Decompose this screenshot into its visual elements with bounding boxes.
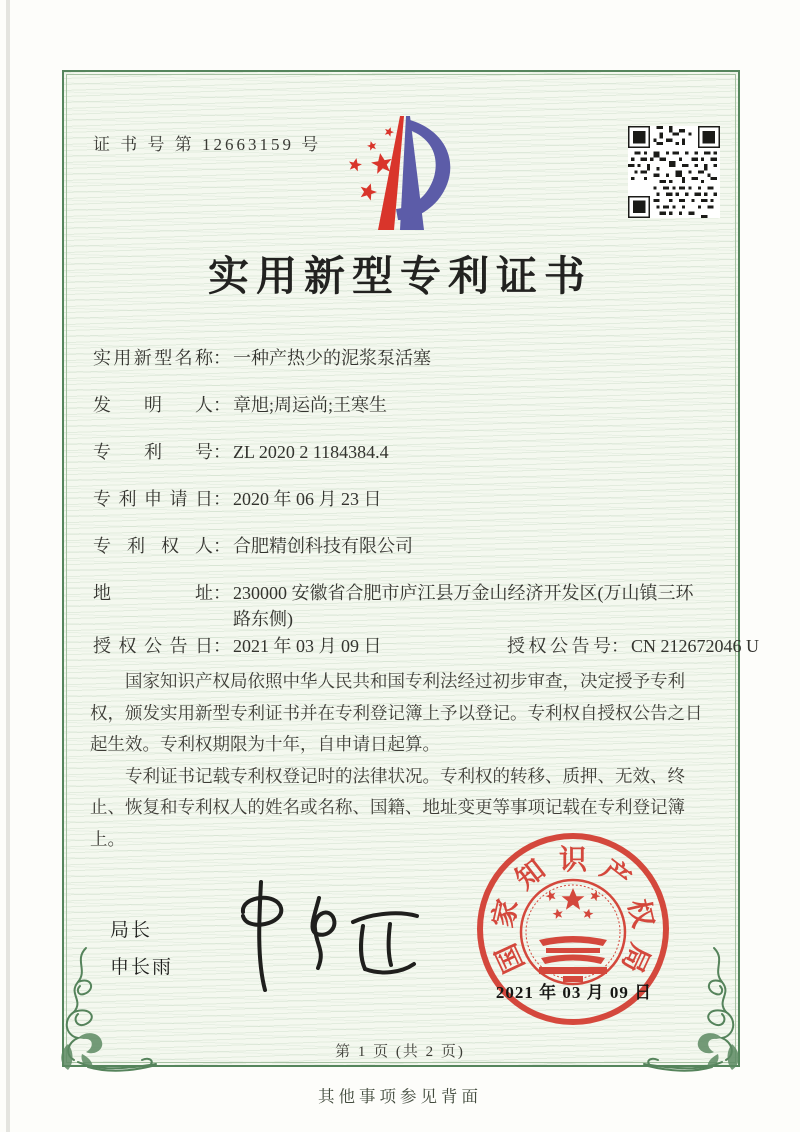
seal-char: 权 (621, 896, 658, 931)
field-value: CN 212672046 U (631, 636, 760, 656)
field-value: 合肥精创科技有限公司 (233, 536, 413, 556)
seal-char: 局 (615, 938, 656, 978)
seal-char: 识 (558, 845, 588, 876)
back-note: 其他事项参见背面 (318, 1087, 482, 1106)
official-seal-icon (466, 824, 680, 1038)
seal-char: 产 (594, 854, 636, 896)
certificate-number: 证 书 号 第 12663159 号 (93, 135, 322, 154)
field-label: 授权公告日 (93, 636, 213, 656)
body-paragraph: 国家知识产权局依照中华人民共和国专利法经过初步审查，决定授予专利权，颁发实用新型专利证书并在专利登记簿上予以登记。专利权自授权公告之日起生效。专利权期限为十年，自申请日起算。 (90, 671, 703, 754)
page-number: 第 1 页 (共 2 页) (335, 1044, 465, 1060)
paper-edge-shadow (6, 0, 10, 1132)
director-block (110, 912, 173, 986)
field-row-grant: 授权公告日 ： 2021 年 03 月 09 日 授权公告号 ： CN 212672046 U (93, 633, 683, 659)
field-value: 230000 安徽省合肥市庐江县万金山经济开发区(万山镇三环路东侧) (233, 583, 694, 629)
director-name: 申长雨 (110, 957, 174, 978)
field-label: 授权公告号 (507, 636, 611, 656)
certificate-title: 实用新型专利证书 (208, 253, 592, 299)
seal-char: 知 (510, 854, 552, 896)
field-value: 2020 年 06 月 23 日 (233, 489, 382, 509)
field-label: 专利号 (93, 442, 213, 462)
field-label: 专利申请日 (93, 489, 213, 509)
certificate-fields (93, 345, 760, 680)
field-row-address: 地址 ： 230000 安徽省合肥市庐江县万金山经济开发区(万山镇三环路东侧) (93, 580, 683, 632)
field-value: ZL 2020 2 1184384.4 (233, 442, 389, 462)
field-row-filing-date: 专利申请日 ： 2020 年 06 月 23 日 (93, 486, 683, 512)
field-row-inventors: 发明人 ： 章旭;周运尚;王寒生 (93, 392, 683, 418)
field-row-patentee: 专利权人 ： 合肥精创科技有限公司 (93, 533, 683, 559)
seal-char: 国 (490, 938, 531, 978)
body-paragraph: 专利证书记载专利权登记时的法律状况。专利权的转移、质押、无效、终止、恢复和专利权人的姓名或名称、国籍、地址变更等事项记载在专利登记簿上。 (90, 765, 685, 849)
field-row-name: 实用新型名称 ： 一种产热少的泥浆泵活塞 (93, 345, 683, 371)
field-label: 地址 (93, 583, 213, 603)
field-label: 专利权人 (93, 536, 213, 556)
signature-script-icon (213, 870, 431, 998)
director-title: 局长 (110, 920, 153, 941)
field-label: 发明人 (93, 395, 213, 415)
seal-char: 家 (488, 896, 525, 931)
qr-code (628, 126, 720, 218)
field-value: 章旭;周运尚;王寒生 (233, 395, 388, 415)
field-row-patent-number: 专利号 ： ZL 2020 2 1184384.4 (93, 439, 683, 465)
seal-date: 2021 年 03 月 09 日 (495, 983, 653, 1002)
cnipa-logo-icon (340, 110, 462, 238)
field-value: 一种产热少的泥浆泵活塞 (233, 348, 431, 368)
field-value: 2021 年 03 月 09 日 (233, 636, 382, 656)
field-label: 实用新型名称 (93, 348, 213, 368)
